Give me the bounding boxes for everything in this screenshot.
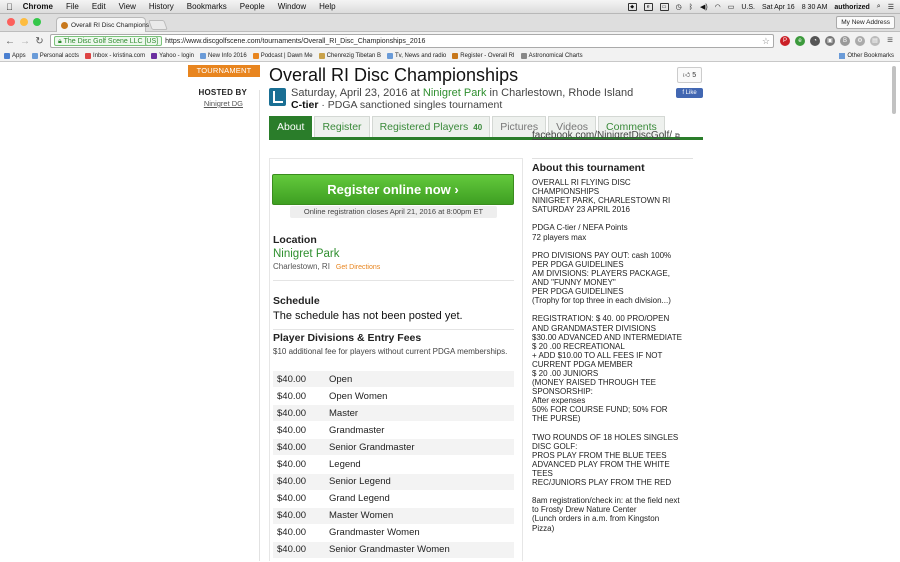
profile-button[interactable]: My New Address (836, 16, 895, 29)
location-park-link[interactable]: Ninigret Park (273, 248, 340, 260)
pinterest-icon[interactable]: P (780, 36, 790, 46)
page-title: Overall RI Disc Championships (269, 65, 519, 85)
tab-strip (0, 14, 900, 32)
favicon-icon (61, 22, 68, 29)
menu-window[interactable]: Window (270, 2, 300, 11)
adblock-icon[interactable]: B (840, 36, 850, 46)
status-area (628, 0, 894, 14)
address-bar[interactable] (50, 34, 774, 48)
player-count-badge: 40 (473, 123, 483, 132)
table-row (273, 405, 514, 422)
window-controls (7, 18, 41, 26)
pocket-icon[interactable]: ◔ (810, 36, 820, 46)
tab-videos[interactable]: Videos (548, 116, 596, 137)
mac-menubar (0, 0, 900, 14)
divisions-table (273, 371, 514, 559)
event-date: Saturday, April 23, 2016 at (291, 87, 420, 99)
divider (273, 280, 514, 281)
site-icon (521, 53, 527, 59)
bookmark-label: Yahoo - login (159, 52, 194, 59)
table-row (273, 439, 514, 456)
menu-file[interactable]: File (59, 2, 73, 11)
podcast-icon (253, 53, 259, 59)
divider (532, 158, 693, 159)
user-name[interactable]: authorized (834, 3, 870, 11)
tournament-ribbon: TOURNAMENT (188, 65, 260, 77)
about-text: OVERALL RI FLYING DISC CHAMPIONSHIPS NINIGRET PARK, CHARLESTOWN RI SATURDAY 23 APRIL 2016 PDGA C-tier / NEFA Points 72 players max PRO DIVISIONS PAY OUT: cash 100% PER PDGA GUIDELINES AM DIVISIONS: PLAYERS PACKAGE, AND "FUNNY MONEY" PER PDGA GUIDELINES (Trophy for top three in each division...) REGISTRATION: $ 40. 00 PRO/OPEN AND GRANDMASTER DIVISIONS $30.00 ADVANCED AND INTERMEDIATE $ 20 .00 RECREATIONAL + ADD $10.00 TO ALL FEES IF NOT CURRENT PDGA MEMBER $ 20 .00 JUNIORS (MONEY RAISED THROUGH TEE SPONSORSHIP: After expenses 50% FOR COURSE FUND; 50% FOR THE PURSE) TWO ROUNDS OF 18 HOLES SINGLES DISC GOLF: PROS PLAY FROM THE BLUE TEES ADVANCED PLAY FROM THE WHITE TEES REC/JUNIORS PLAY FROM THE RED 8am registration/check in: at the field next to Frosty Drew Nature Center (Lunch orders in a.m. from Kingston Pizza) (532, 178, 682, 533)
volume-icon[interactable]: ◀) (699, 4, 708, 11)
table-row (273, 542, 514, 559)
lock-icon: 🔒︎ (58, 38, 62, 45)
table-row (273, 525, 514, 542)
apps-icon (4, 53, 10, 59)
fb-like-label: Like (685, 90, 697, 96)
new-tab-button[interactable] (148, 20, 168, 30)
like-count: 5 (692, 72, 697, 79)
division-name: Open (329, 373, 353, 385)
site-icon (452, 53, 458, 59)
folder-icon (387, 53, 393, 59)
clock-date[interactable]: Sat Apr 16 (762, 3, 795, 11)
host-link[interactable]: Ninigret DG (203, 99, 243, 108)
reload-icon[interactable]: ↻ (35, 35, 44, 47)
division-price: $40.00 (277, 424, 307, 436)
cast-icon[interactable]: ▤ (870, 36, 880, 46)
bookmark-yahoo[interactable] (151, 53, 194, 59)
bookmark-astro[interactable] (521, 53, 583, 59)
folder-icon (839, 53, 845, 59)
extensions (780, 36, 895, 46)
division-name: Senior Grandmaster (329, 441, 415, 453)
menu-history[interactable]: History (142, 2, 168, 11)
zoom-window-icon[interactable] (33, 18, 41, 26)
division-name: Senior Legend (329, 476, 391, 488)
dropbox-icon[interactable]: ◆ (628, 3, 637, 11)
external-link-icon: ⧉ (674, 133, 680, 140)
pdga-logo-icon (269, 88, 286, 106)
facebook-link-text: facebook.com/NinigretDiscGolf/ (532, 130, 673, 141)
bookmark-label: Chenrezig Tibetan B (326, 52, 381, 59)
menu-view[interactable]: View (111, 2, 130, 11)
extension-icon[interactable]: ▣ (825, 36, 835, 46)
division-name: Grandmaster Women (329, 527, 420, 539)
division-name: Grand Legend (329, 493, 390, 505)
browser-toolbar (0, 32, 900, 50)
division-price: $40.00 (277, 544, 307, 556)
bookmark-chenrezig[interactable] (319, 53, 381, 59)
tab-pictures[interactable]: Pictures (492, 116, 546, 137)
other-bookmarks[interactable] (839, 50, 894, 62)
bookmark-personal[interactable] (32, 53, 79, 59)
table-row (273, 508, 514, 525)
bookmark-label: Apps (12, 52, 26, 59)
back-icon[interactable]: ← (5, 35, 15, 47)
tab-about[interactable]: About (269, 116, 312, 137)
location-city: Charlestown, RI (273, 262, 330, 271)
bookmark-label: New Info 2016 (208, 52, 247, 59)
table-row (273, 371, 514, 388)
tab-register[interactable]: Register (314, 116, 369, 137)
event-date-location (291, 87, 633, 99)
table-row (273, 422, 514, 439)
search-icon[interactable]: ⌕ (876, 3, 881, 10)
division-price: $40.00 (277, 493, 307, 505)
register-online-button[interactable]: Register online now › (272, 174, 514, 205)
close-window-icon[interactable] (7, 18, 15, 26)
bookmark-apps[interactable] (4, 53, 26, 59)
web-page (0, 62, 900, 561)
apple-menu-icon[interactable] (6, 2, 13, 12)
division-price: $40.00 (277, 407, 307, 419)
bookmark-label: Register - Overall RI (460, 52, 515, 59)
bookmark-newinfo[interactable] (200, 53, 247, 59)
tab-label: Registered Players (379, 121, 469, 133)
bookmark-label: Podcast | Dawn Me (260, 52, 313, 59)
browser-tab[interactable] (56, 17, 150, 32)
tier-description: · PDGA sanctioned singles tournament (321, 99, 503, 111)
location-address (273, 262, 380, 271)
division-name: Legend (329, 459, 361, 471)
table-row (273, 456, 514, 473)
facebook-like-button[interactable] (676, 88, 703, 98)
tab-title: Overall RI Disc Champions (71, 21, 150, 29)
about-heading: About this tournament (532, 162, 645, 174)
schedule-heading: Schedule (273, 295, 320, 307)
evernote-ext-icon[interactable]: e (795, 36, 805, 46)
bookmark-label: Astronomical Charts (528, 52, 583, 59)
list-icon[interactable]: ☰ (887, 4, 894, 11)
evernote-icon[interactable]: e (644, 3, 653, 11)
settings-ext-icon[interactable]: ⚙ (855, 36, 865, 46)
bluetooth-icon[interactable]: ᛒ (688, 3, 693, 11)
division-price: $40.00 (277, 441, 307, 453)
bookmark-star-icon[interactable]: ☆ (761, 35, 770, 46)
division-name: Master (329, 407, 359, 419)
scrollbar[interactable] (892, 66, 896, 114)
division-price: $40.00 (277, 373, 307, 385)
table-row (273, 491, 514, 508)
hosted-by-label: HOSTED BY (198, 88, 247, 97)
division-name: Grandmaster (329, 424, 385, 436)
bookmark-tv[interactable] (387, 53, 446, 59)
thumbs-up-icon: 👍︎ (682, 72, 691, 79)
division-name: Open Women (329, 390, 388, 402)
battery-icon[interactable]: ▭ (727, 4, 735, 11)
bookmark-podcast[interactable] (253, 53, 313, 59)
minimize-window-icon[interactable] (20, 18, 28, 26)
division-name: Senior Grandmaster Women (329, 544, 450, 556)
wifi-icon[interactable]: ◠ (714, 4, 721, 11)
table-row (273, 388, 514, 405)
sidebar-divider (259, 90, 260, 561)
event-tier-line (291, 99, 502, 111)
url-text[interactable]: https://www.discgolfscene.com/tournaments/Overall_RI_Disc_Championships_2016 (165, 37, 426, 45)
folder-icon (200, 53, 206, 59)
table-row (273, 474, 514, 491)
divider (273, 329, 514, 330)
division-price: $40.00 (277, 459, 307, 471)
facebook-page-link[interactable] (532, 130, 680, 141)
menu-help[interactable]: Help (312, 2, 329, 11)
bookmarks-bar (0, 50, 900, 62)
tier-label: C-tier (291, 99, 319, 111)
division-price: $40.00 (277, 527, 307, 539)
get-directions-link[interactable]: Get Directions (335, 264, 381, 271)
event-location: in Charlestown, Rhode Island (489, 87, 634, 99)
timemachine-icon[interactable]: ◷ (675, 4, 682, 11)
forward-icon[interactable]: → (20, 35, 30, 47)
ev-badge-text: The Disc Golf Scene LLC [US] (63, 38, 159, 45)
menu-bookmarks[interactable]: Bookmarks (180, 2, 221, 11)
tab-comments[interactable]: Comments (598, 116, 665, 137)
menu-edit[interactable]: Edit (85, 2, 99, 11)
bookmark-label: Inbox - kristina.com (93, 52, 146, 59)
menu-people[interactable]: People (233, 2, 258, 11)
divisions-heading: Player Divisions & Entry Fees (273, 332, 422, 344)
chrome-menu-icon[interactable]: ≡ (887, 35, 893, 46)
menu-app-name[interactable]: Chrome (16, 2, 47, 11)
ev-certificate-badge[interactable] (54, 36, 162, 46)
schedule-text: The schedule has not been posted yet. (273, 310, 463, 322)
tab-registered-players[interactable] (372, 116, 491, 137)
bookmark-inbox[interactable] (85, 53, 145, 59)
other-bookmarks-label: Other Bookmarks (847, 53, 894, 59)
flag-label[interactable]: U.S. (741, 3, 756, 11)
display-icon[interactable]: ▭ (660, 3, 669, 11)
gmail-icon (85, 53, 91, 59)
site-icon (319, 53, 325, 59)
bookmark-label: Personal accts (39, 52, 80, 59)
division-name: Master Women (329, 510, 394, 522)
division-price: $40.00 (277, 476, 307, 488)
registration-closes-note: Online registration closes April 21, 2016 at 8:00pm ET (290, 206, 497, 218)
membership-fee-note: $10 additional fee for players without current PDGA memberships. (273, 347, 508, 356)
like-counter[interactable] (677, 67, 702, 83)
clock-time[interactable]: 8 30 AM (801, 3, 828, 11)
division-price: $40.00 (277, 510, 307, 522)
park-link[interactable]: Ninigret Park (422, 87, 487, 99)
bookmark-label: Tv, News and radio (395, 52, 447, 59)
facebook-icon: f (682, 90, 684, 96)
folder-icon (32, 53, 38, 59)
location-heading: Location (273, 234, 317, 246)
yahoo-icon (151, 53, 157, 59)
bookmark-register[interactable] (452, 53, 514, 59)
division-price: $40.00 (277, 390, 307, 402)
